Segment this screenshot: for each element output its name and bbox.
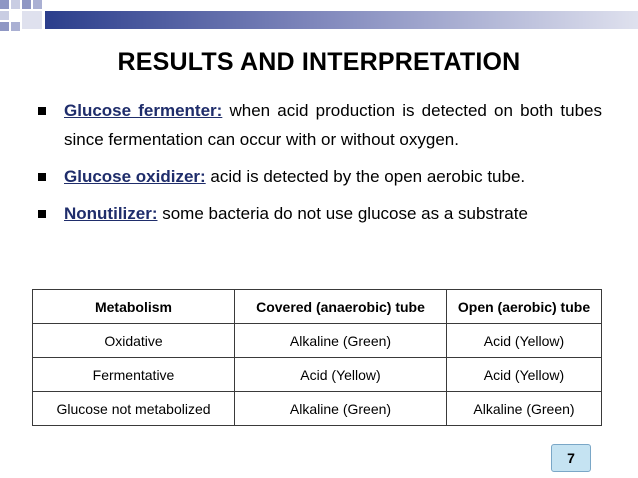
bullet-text: when acid production is detected on both tubes since fermentation can occur with or without oxygen. — [64, 101, 602, 149]
page-number-badge: 7 — [551, 444, 591, 472]
bullet-glucose-oxidizer — [38, 162, 602, 191]
table-cell: Alkaline (Green) — [447, 392, 602, 426]
header-bar — [45, 11, 638, 29]
bullet-text: some bacteria do not use glucose as a substrate — [157, 204, 528, 223]
bullet-square-icon — [38, 107, 46, 115]
table-row — [33, 392, 602, 426]
table-row — [33, 358, 602, 392]
results-table — [32, 289, 602, 426]
header-covered-tube: Covered (anaerobic) tube — [235, 290, 447, 324]
table-cell: Glucose not metabolized — [33, 392, 235, 426]
table-row — [33, 324, 602, 358]
bullet-nonutilizer — [38, 199, 602, 228]
bullet-square-icon — [38, 173, 46, 181]
table-cell: Alkaline (Green) — [235, 392, 447, 426]
bullet-list — [38, 96, 602, 228]
bullet-term: Glucose oxidizer: — [64, 167, 206, 186]
table-cell: Acid (Yellow) — [447, 358, 602, 392]
table-cell: Fermentative — [33, 358, 235, 392]
bullet-square-icon — [38, 210, 46, 218]
table-cell: Acid (Yellow) — [235, 358, 447, 392]
header-metabolism: Metabolism — [33, 290, 235, 324]
slide-title: RESULTS AND INTERPRETATION — [117, 48, 521, 76]
table-header-row — [33, 290, 602, 324]
bullet-term: Glucose fermenter: — [64, 101, 223, 120]
header-open-tube: Open (aerobic) tube — [447, 290, 602, 324]
table-cell: Acid (Yellow) — [447, 324, 602, 358]
table-cell: Alkaline (Green) — [235, 324, 447, 358]
table-cell: Oxidative — [33, 324, 235, 358]
bullet-glucose-fermenter — [38, 96, 602, 154]
bullet-term: Nonutilizer: — [64, 204, 158, 223]
bullet-text: acid is detected by the open aerobic tube. — [205, 167, 526, 186]
